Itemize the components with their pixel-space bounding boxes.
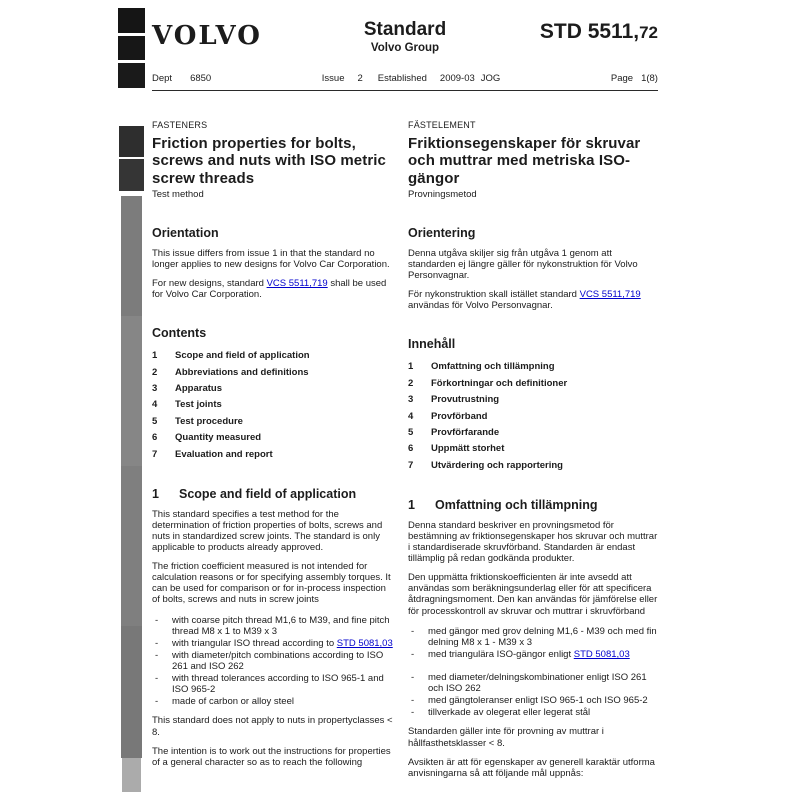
bullet-text (172, 638, 396, 649)
document-page (152, 0, 658, 779)
contents-item-number: 1 (152, 350, 158, 362)
paragraph (408, 289, 658, 311)
contents-item-label: Scope and field of application (175, 350, 310, 362)
scan-mark (121, 466, 142, 626)
doc-subtitle: Provningsmetod (408, 188, 477, 200)
bullet-item (408, 649, 658, 660)
document-meta-row (152, 73, 658, 91)
contents-item-number: 4 (408, 410, 414, 422)
column-swedish (408, 120, 658, 779)
doc-reference-link[interactable]: VCS 5511,719 (579, 289, 641, 301)
contents-item-number: 2 (408, 377, 414, 389)
bullet-text (172, 696, 396, 707)
contents-item-number: 6 (152, 432, 158, 444)
paragraph (408, 520, 658, 564)
contents-item (408, 362, 658, 373)
contents-item-number: 6 (408, 443, 414, 455)
contents-item-label: Test procedure (175, 415, 243, 427)
text-run: For new designs, standard (152, 277, 267, 289)
bullet-item (152, 696, 396, 707)
established-by: JOG (480, 73, 501, 84)
contents-item-label: Provförfarande (431, 426, 500, 438)
bullet-text (428, 649, 658, 660)
paragraph (152, 278, 396, 300)
category-label: FÄSTELEMENT (408, 120, 476, 130)
paragraph (408, 726, 658, 748)
bullet-item (152, 615, 396, 637)
contents-item-label: Abbreviations and definitions (175, 366, 309, 378)
text-run: This standard does not apply to nuts in propertyclasses < 8. (152, 715, 393, 738)
orientation-heading: Orientering (408, 225, 476, 240)
bullet-marker: - (155, 649, 159, 661)
text-run: The friction coefficient measured is not intended for calculation reasons or for specifying assembly torques. It can be used for comparison or for in-process inspection of bolts, screws and nuts in screw joints (152, 561, 391, 606)
bullet-item (152, 650, 396, 672)
paragraph (152, 248, 396, 270)
contents-item (408, 428, 658, 439)
page-value: 1(8) (641, 73, 658, 84)
scan-mark (121, 626, 142, 758)
doc-type-title: Standard (363, 19, 447, 40)
issue-group (322, 73, 501, 84)
paragraph (152, 746, 396, 768)
contents-item (152, 450, 396, 461)
text-run: Standarden gäller inte för provning av muttrar i hållfasthetsklasser < 8. (408, 726, 604, 749)
contents-item-number: 3 (152, 383, 158, 395)
contents-item (408, 412, 658, 423)
contents-item-label: Utvärdering och rapportering (431, 459, 563, 471)
bullet-item (152, 673, 396, 695)
scan-mark (119, 159, 144, 191)
contents-item-label: Apparatus (175, 383, 222, 395)
issue-value: 2 (357, 73, 363, 84)
doc-title: Friktionsegenskaper för skruvar och muttrar med metriska ISO-gängor (408, 135, 641, 187)
bullet-marker: - (155, 673, 159, 685)
contents-heading: Contents (152, 326, 207, 341)
dept-label: Dept (152, 73, 173, 84)
section-number: 1 (152, 486, 159, 501)
bullet-item (408, 672, 658, 694)
bullet-marker: - (411, 671, 415, 683)
contents-item-label: Quantity measured (175, 432, 262, 444)
scan-mark (121, 196, 142, 316)
org-name: Volvo Group (370, 41, 440, 54)
text-run: This issue differs from issue 1 in that the standard no longer applies to new designs for Volvo Car Corporation. (152, 247, 390, 270)
column-english (152, 120, 396, 779)
contents-item-number: 2 (152, 366, 158, 378)
text-run: The intention is to work out the instructions for properties of a general character so as to reach the following (152, 745, 391, 768)
text-run: with diameter/pitch combinations according to ISO 261 and ISO 262 (172, 649, 384, 672)
text-run: Denna standard beskriver en provningsmetod för bestämning av friktionsegenskaper hos skruvar och muttrar i standardiserade skruvförband. Standarden är endast tillämplig på redan godkända produkter. (408, 519, 658, 565)
contents-item-label: Evaluation and report (175, 448, 273, 460)
bullet-text (172, 673, 396, 695)
contents-item-label: Provutrustning (431, 394, 500, 406)
scan-mark (122, 758, 141, 792)
bullet-text (428, 695, 658, 706)
section-title: Omfattning och tillämpning (435, 497, 598, 512)
bullet-spacer (408, 660, 658, 671)
section-heading (408, 498, 658, 512)
contents-item-number: 3 (408, 394, 414, 406)
bullet-text (172, 650, 396, 672)
scan-mark (118, 63, 145, 88)
dept-group (152, 73, 211, 84)
contents-item-label: Provförband (431, 410, 488, 422)
page-group (611, 73, 658, 84)
contents-item (152, 417, 396, 428)
bullet-list (408, 626, 658, 719)
contents-item-label: Test joints (175, 399, 222, 411)
bullet-list (152, 615, 396, 708)
document-header (152, 0, 658, 91)
doc-number (446, 20, 658, 44)
contents-item (408, 379, 658, 390)
contents-item-label: Omfattning och tillämpning (431, 361, 555, 373)
contents-item-label: Förkortningar och definitioner (431, 377, 568, 389)
text-run: with coarse pitch thread M1,6 to M39, and fine pitch thread M8 x 1 to M39 x 3 (172, 614, 390, 637)
scan-mark (119, 126, 144, 157)
established-label: Established (377, 73, 427, 84)
dept-value: 6850 (190, 73, 212, 84)
doc-reference-link[interactable]: VCS 5511,719 (266, 277, 328, 289)
contents-item (408, 461, 658, 472)
doc-number-main: STD 5511, (539, 20, 640, 43)
bullet-text (428, 707, 658, 718)
contents-item-number: 5 (152, 415, 158, 427)
category-label: FASTENERS (152, 120, 208, 130)
paragraph (408, 248, 658, 281)
section-heading (152, 487, 396, 501)
contents-item (152, 400, 396, 411)
document-body (152, 120, 658, 779)
bullet-text (428, 626, 658, 648)
contents-item-number: 1 (408, 361, 414, 373)
paragraph (408, 757, 658, 779)
text-run: Avsikten är att för egenskaper av generell karaktär utforma anvisningarna så att följande mål uppnås: (408, 756, 655, 779)
text-run: med gängor med grov delning M1,6 - M39 och med fin delning M8 x 1 - M39 x 3 (428, 625, 657, 648)
text-run: Denna utgåva skiljer sig från utgåva 1 genom att standarden ej längre gäller för nykonstruktion för Volvo Personvagnar. (408, 247, 638, 281)
contents-item (152, 351, 396, 362)
contents-item (408, 395, 658, 406)
established-value: 2009-03 (439, 73, 475, 84)
bullet-item (152, 638, 396, 649)
doc-subtitle: Test method (152, 188, 204, 200)
text-run: Den uppmätta friktionskoefficienten är inte avsedd att användas som beräkningsunderlag eller för att specificera åtdragningsmoment. Den kan användas för jämförelse eller för processkontroll av skruvar och muttrar i skruvförband (408, 572, 658, 617)
contents-item (152, 433, 396, 444)
text-run: with thread tolerances according to ISO 965-1 and ISO 965-2 (172, 673, 384, 696)
text-run: This standard specifies a test method for the determination of friction properties of bolts, screws and nuts in standardized screw joints. The standard is only applicable to products already approved. (152, 508, 383, 553)
bullet-marker: - (155, 614, 159, 626)
contents-item (152, 384, 396, 395)
scan-mark (121, 316, 142, 466)
scan-edge-artifact (118, 0, 145, 800)
contents-item-label: Uppmätt storhet (431, 443, 505, 455)
bullet-text (172, 615, 396, 637)
doc-reference-link[interactable]: STD 5081,03 (573, 648, 630, 660)
doc-number-suffix: 72 (639, 23, 659, 42)
doc-reference-link[interactable]: STD 5081,03 (336, 637, 393, 649)
contents-item-number: 4 (152, 399, 158, 411)
issue-label: Issue (321, 73, 345, 84)
text-run: tillverkade av olegerat eller legerat stål (428, 707, 591, 719)
contents-item-number: 7 (152, 448, 158, 460)
contents-item-number: 5 (408, 426, 414, 438)
bullet-marker: - (411, 648, 415, 660)
orientation-heading: Orientation (152, 225, 219, 240)
bullet-marker: - (411, 707, 415, 719)
section-title: Scope and field of application (179, 486, 357, 501)
text-run: made of carbon or alloy steel (172, 696, 294, 708)
contents-item (152, 368, 396, 379)
text-run: with triangular ISO thread according to (172, 637, 337, 649)
contents-heading: Innehåll (408, 337, 456, 352)
paragraph (408, 572, 658, 616)
text-run: shall be used for Volvo Car Corporation. (152, 277, 387, 301)
text-run: För nykonstruktion skall istället standard (408, 289, 580, 301)
scan-mark (118, 36, 145, 60)
bullet-item (408, 626, 658, 648)
bullet-marker: - (155, 637, 159, 649)
text-run: användas för Volvo Personvagnar. (408, 300, 553, 312)
paragraph (152, 509, 396, 553)
section-number: 1 (408, 497, 415, 512)
doc-title: Friction properties for bolts, screws and nuts with ISO metric screw threads (152, 135, 386, 187)
scan-mark (118, 8, 145, 33)
text-run: med gängtoleranser enligt ISO 965-1 och ISO 965-2 (428, 695, 648, 707)
contents-list (408, 362, 658, 471)
bullet-item (408, 695, 658, 706)
page-label: Page (610, 73, 634, 84)
bullet-marker: - (155, 696, 159, 708)
paragraph (152, 561, 396, 605)
bullet-marker: - (411, 625, 415, 637)
contents-item (408, 444, 658, 455)
bullet-text (428, 672, 658, 694)
bullet-marker: - (411, 695, 415, 707)
text-run: med diameter/delningskombinationer enligt ISO 261 och ISO 262 (428, 671, 647, 695)
contents-list (152, 351, 396, 460)
text-run: med triangulära ISO-gängor enligt (428, 648, 574, 660)
volvo-logo: VOLVO (152, 21, 262, 51)
paragraph (152, 715, 396, 737)
bullet-item (408, 707, 658, 718)
contents-item-number: 7 (408, 459, 414, 471)
